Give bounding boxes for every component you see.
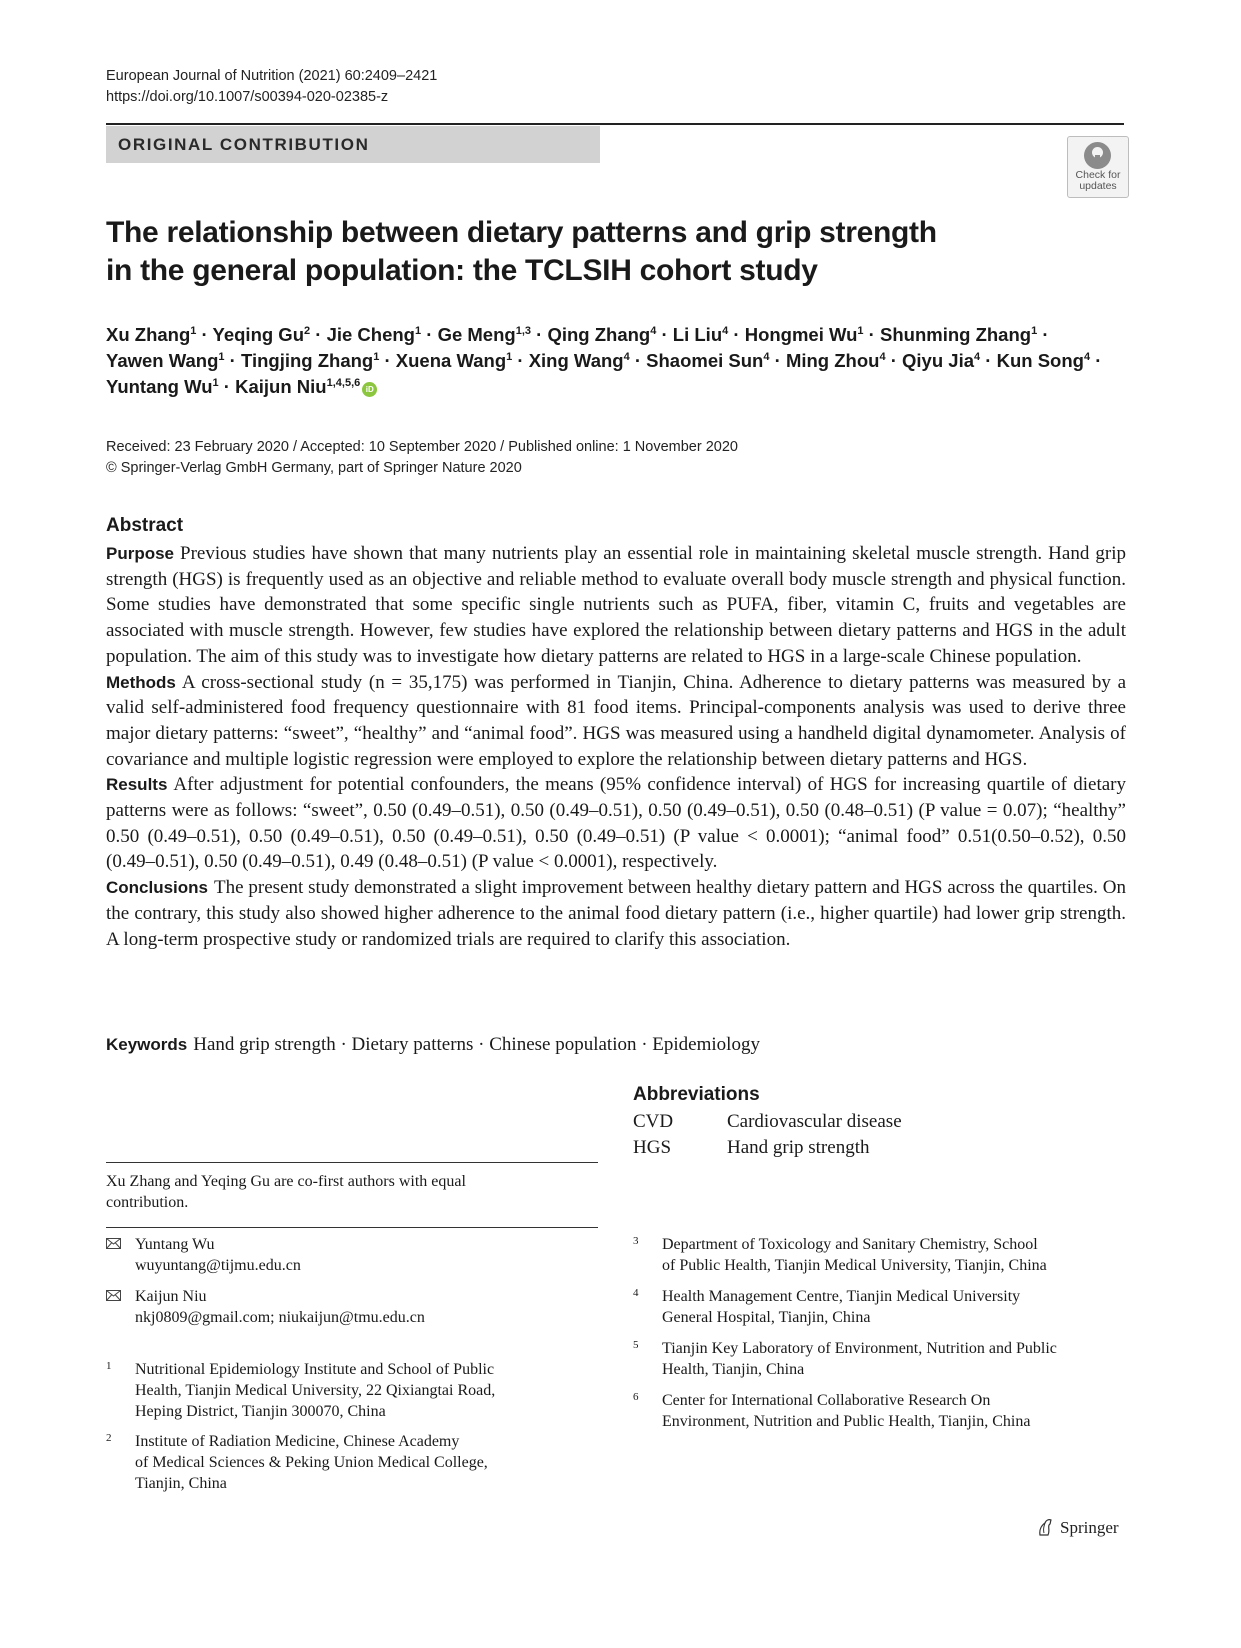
publication-dates — [106, 437, 738, 479]
author — [106, 376, 219, 397]
author-name: Ge Meng — [437, 324, 516, 345]
author-affiliation-sup: 1,4,5,6 — [326, 377, 361, 389]
author-affiliation-sup: 4 — [1083, 351, 1091, 363]
author — [997, 350, 1090, 371]
author-line-1 — [106, 322, 1136, 348]
affiliation-line: Institute of Radiation Medicine, Chinese Academy — [135, 1433, 460, 1450]
author-separator: · — [1037, 324, 1049, 345]
author-name: Xing Wang — [528, 350, 624, 371]
author-affiliation-sup: 4 — [879, 351, 886, 363]
author-name: Kaijun Niu — [235, 376, 327, 397]
author-affiliation-sup: 4 — [623, 351, 630, 363]
author — [547, 324, 656, 345]
author-affiliation-sup: 1,3 — [515, 325, 531, 337]
affiliation-number: 2 — [106, 1432, 112, 1444]
author-affiliation-sup: 1 — [373, 351, 380, 363]
abbreviation-row — [633, 1109, 902, 1135]
conclusions-label: Conclusions — [106, 878, 209, 898]
affiliation-line: Nutritional Epidemiology Institute and School of Public — [135, 1361, 495, 1378]
author — [902, 350, 980, 371]
results-label: Results — [106, 775, 168, 795]
methods-label: Methods — [106, 672, 176, 692]
article-title — [106, 214, 1006, 290]
author-affiliation-sup: 1 — [506, 351, 513, 363]
author — [235, 376, 360, 397]
affiliation-line: Health, Tianjin Medical University, 22 Qixiangtai Road, — [135, 1382, 496, 1399]
author-list — [106, 322, 1136, 400]
affiliation-number: 6 — [633, 1391, 639, 1403]
author-separator: · — [656, 324, 673, 345]
author-separator: · — [769, 350, 786, 371]
affiliation-line: General Hospital, Tianjin, China — [662, 1309, 871, 1326]
author — [529, 350, 630, 371]
footnote-rule — [106, 1227, 598, 1228]
author-affiliation-sup: 4 — [763, 351, 770, 363]
journal-citation: European Journal of Nutrition (2021) 60:2409–2421 — [106, 68, 438, 84]
author-name: Xu Zhang — [106, 324, 191, 345]
affiliation-line: of Medical Sciences & Peking Union Medical College, — [135, 1454, 488, 1471]
affiliation-line: of Public Health, Tianjin Medical University, Tianjin, China — [662, 1257, 1047, 1274]
copyright: © Springer-Verlag GmbH Germany, part of Springer Nature 2020 — [106, 460, 522, 476]
author-name: Yuntang Wu — [106, 376, 213, 397]
author-separator: · — [421, 324, 438, 345]
purpose-text: Previous studies have shown that many nutrients play an essential role in maintaining skeletal muscle strength. Hand grip strength (HGS) is frequently used as an objective and reliable method to evaluate overall body muscle strength and physical function. Some studies have demonstrated that some specific single nutrients such as PUFA, fiber, vitamin C, fruits and vegetables are associated with muscle strength. However, few studies have explored the relationship between dietary patterns and HGS in the adult population. The aim of this study was to investigate how dietary patterns are related to HGS in a large-scale Chinese population. — [106, 543, 1126, 667]
author-separator: · — [310, 324, 327, 345]
author — [880, 324, 1037, 345]
footnote-rule — [106, 1162, 598, 1163]
abbreviation-definition: Cardiovascular disease — [727, 1111, 902, 1132]
author-name: Qing Zhang — [547, 324, 651, 345]
author-name: Yawen Wang — [106, 350, 219, 371]
author — [745, 324, 864, 345]
springer-horse-icon — [1036, 1517, 1056, 1537]
abstract-body — [106, 541, 1126, 952]
methods-text: A cross-sectional study (n = 35,175) was performed in Tianjin, China. Adherence to dietary patterns was measured by a valid self-administered food frequency questionnaire with 81 food items. Principal-components analysis was used to derive three major dietary patterns: “sweet”, “healthy” and “animal food”. HGS was measured using a handheld digital dynamometer. Analysis of covariance and multiple logistic regression were employed to explore the relationship between dietary patterns and HGS. — [106, 671, 1126, 770]
purpose-label: Purpose — [106, 544, 175, 563]
contact-name: Yuntang Wu — [135, 1236, 215, 1253]
affiliation-line: Tianjin Key Laboratory of Environment, Nutrition and Public — [662, 1340, 1057, 1357]
author-separator: · — [196, 324, 213, 345]
author-affiliation-sup: 1 — [1031, 325, 1038, 337]
author-separator: · — [885, 350, 903, 371]
check-updates-line1: Check for — [1075, 169, 1121, 181]
author-name: Shaomei Sun — [646, 350, 764, 371]
author-affiliation-sup: 4 — [974, 351, 981, 363]
envelope-icon — [106, 1238, 121, 1249]
conclusions-text: The present study demonstrated a slight improvement between healthy dietary pattern and HGS across the quartiles. On the contrary, this study also showed higher adherence to the animal food dietary pattern (i.e., higher quartile) had lower grip strength. A long-term prospective study or randomized trials are required to clarify this association. — [106, 877, 1126, 950]
cofirst-note-line: Xu Zhang and Yeqing Gu are co-first authors with equal — [106, 1173, 466, 1190]
author-separator: · — [1090, 350, 1102, 371]
author-name: Yeqing Gu — [212, 324, 304, 345]
author-name: Qiyu Jia — [902, 350, 975, 371]
abbreviation-definition: Hand grip strength — [727, 1137, 870, 1158]
envelope-icon — [106, 1290, 121, 1301]
affiliation-line: Department of Toxicology and Sanitary Chemistry, School — [662, 1236, 1038, 1253]
author — [106, 350, 225, 371]
author — [673, 324, 728, 345]
results-text: After adjustment for potential confounders, the means (95% confidence interval) of HGS for increasing quartile of dietary patterns were as follows: “sweet”, 0.50 (0.49–0.51), 0.50 (0.49–0.51), 0.50 (0.49–0.51), 0.50 (0.48–0.51) (P value = 0.07); “healthy” 0.50 (0.49–0.51), 0.50 (0.49–0.51), 0.50 (0.49–0.51), 0.50 (0.49–0.51) (P value < 0.0001); “animal food” 0.51(0.50–0.52), 0.50 (0.49–0.51), 0.50 (0.49–0.51), 0.49 (0.48–0.51) (P value < 0.0001), respectively. — [106, 774, 1126, 873]
affiliation-number: 5 — [633, 1339, 639, 1351]
doi-link[interactable]: https://doi.org/10.1007/s00394-020-02385-z — [106, 89, 389, 105]
author-affiliation-sup: 4 — [650, 325, 657, 337]
author-line-3 — [106, 374, 1136, 400]
abbreviations-heading: Abbreviations — [633, 1084, 760, 1105]
keywords-text: Hand grip strength · Dietary patterns · Chinese population · Epidemiology — [193, 1034, 760, 1055]
author-separator: · — [531, 324, 548, 345]
author-name: Li Liu — [672, 324, 723, 345]
affiliation-line: Health, Tianjin, China — [662, 1361, 805, 1378]
author-name: Xuena Wang — [395, 350, 507, 371]
affiliation-line: Center for International Collaborative Research On — [662, 1392, 991, 1409]
author-separator: · — [863, 324, 880, 345]
keywords — [106, 1034, 760, 1056]
title-line-1: The relationship between dietary patterns and grip strength — [106, 216, 937, 249]
author — [646, 350, 769, 371]
affiliation-line: Health Management Centre, Tianjin Medical University — [662, 1288, 1021, 1305]
affiliation-number: 4 — [633, 1287, 639, 1299]
affiliation-number: 3 — [633, 1235, 639, 1247]
author-affiliation-sup: 1 — [857, 325, 864, 337]
author-affiliation-sup: 2 — [304, 325, 311, 337]
author-name: Kun Song — [996, 350, 1084, 371]
abstract-conclusions — [106, 875, 1126, 952]
journal-header — [106, 66, 437, 108]
affiliation-number: 1 — [106, 1360, 112, 1372]
publisher-logo — [1036, 1517, 1119, 1538]
author — [213, 324, 311, 345]
publisher-name: Springer — [1060, 1518, 1119, 1537]
cofirst-note-line: contribution. — [106, 1194, 189, 1211]
author-name: Hongmei Wu — [744, 324, 858, 345]
author — [241, 350, 379, 371]
abstract-heading: Abstract — [106, 515, 184, 536]
author-name: Shunming Zhang — [880, 324, 1032, 345]
check-updates-line2: updates — [1079, 180, 1117, 192]
author-separator: · — [379, 350, 396, 371]
author — [327, 324, 422, 345]
author-separator: · — [980, 350, 997, 371]
author-affiliation-sup: 1 — [190, 325, 197, 337]
article-history: Received: 23 February 2020 / Accepted: 10 September 2020 / Published online: 1 November 2020 — [106, 439, 738, 455]
author — [438, 324, 531, 345]
abstract-purpose — [106, 541, 1126, 670]
header-rule — [106, 123, 1124, 125]
author-separator: · — [224, 350, 241, 371]
author-line-2 — [106, 348, 1136, 374]
section-label-band — [106, 126, 600, 163]
affiliation-line: Environment, Nutrition and Public Health, Tianjin, China — [662, 1413, 1031, 1430]
author-separator: · — [629, 350, 647, 371]
abstract-methods — [106, 670, 1126, 773]
author-affiliation-sup: 4 — [722, 325, 729, 337]
contact-email[interactable]: nkj0809@gmail.com; niukaijun@tmu.edu.cn — [135, 1309, 425, 1326]
author-name: Jie Cheng — [326, 324, 415, 345]
author-affiliation-sup: 1 — [212, 377, 219, 389]
author-separator: · — [218, 376, 236, 397]
check-for-updates-badge[interactable] — [1067, 136, 1129, 198]
abbreviation-row — [633, 1135, 869, 1161]
author-name: Tingjing Zhang — [240, 350, 374, 371]
abbreviation-term: HGS — [633, 1137, 672, 1158]
section-label: ORIGINAL CONTRIBUTION — [118, 135, 370, 154]
author-affiliation-sup: 1 — [415, 325, 422, 337]
cofirst-note — [106, 1171, 598, 1213]
contact-name: Kaijun Niu — [135, 1288, 207, 1305]
orcid-icon[interactable]: iD — [362, 382, 377, 397]
abbreviation-term: CVD — [633, 1111, 674, 1132]
abstract-results — [106, 772, 1126, 875]
author — [786, 350, 886, 371]
author — [106, 324, 196, 345]
keywords-label: Keywords — [106, 1035, 188, 1054]
affiliation-line: Heping District, Tianjin 300070, China — [135, 1403, 386, 1420]
author-separator: · — [512, 350, 529, 371]
author-affiliation-sup: 1 — [218, 351, 225, 363]
affiliation-line: Tianjin, China — [135, 1475, 227, 1492]
crossmark-icon — [1084, 142, 1111, 169]
author-name: Ming Zhou — [785, 350, 880, 371]
contact-email[interactable]: wuyuntang@tijmu.edu.cn — [135, 1257, 301, 1274]
author-separator: · — [728, 324, 745, 345]
title-line-2: in the general population: the TCLSIH cohort study — [106, 254, 818, 287]
author — [396, 350, 512, 371]
